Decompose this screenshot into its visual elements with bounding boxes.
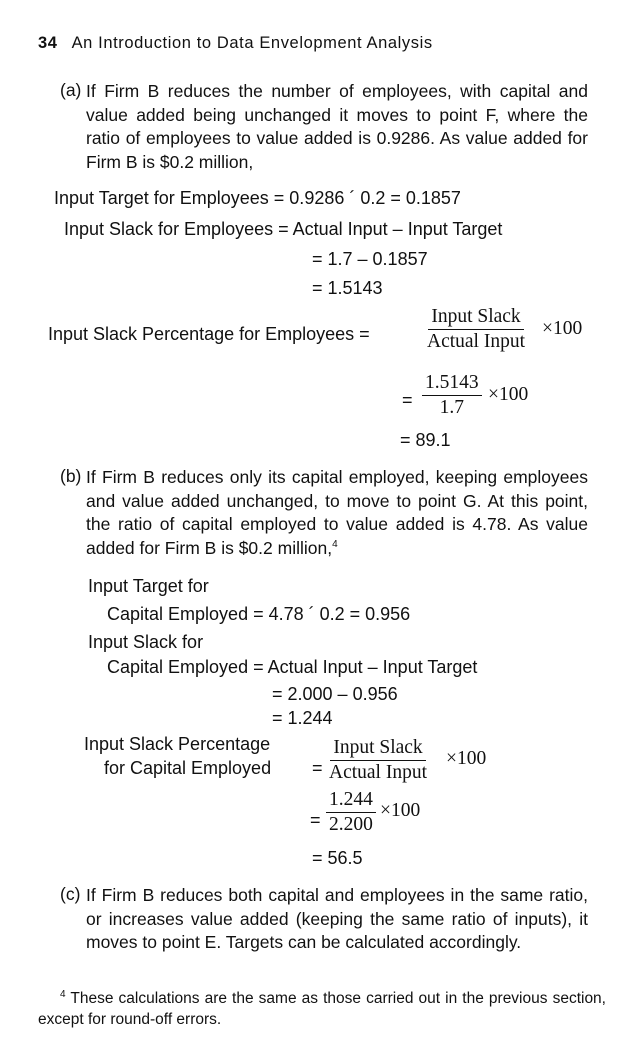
eq-slack-result: = 1.5143 bbox=[312, 278, 383, 298]
fraction-denominator: Actual Input bbox=[427, 331, 526, 352]
times-100: ×100 bbox=[488, 384, 529, 405]
fraction-values bbox=[422, 372, 482, 419]
footnote-number: 4 bbox=[60, 988, 66, 1000]
eq-sign: = bbox=[402, 390, 413, 410]
fraction-denominator: 2.200 bbox=[329, 814, 373, 835]
footnote-text: These calculations are the same as those carried out in the previous section, except for round-off errors. bbox=[38, 990, 606, 1028]
eq-slack-percentage-label: Input Slack Percentage for Employees = bbox=[48, 324, 370, 344]
fraction-values bbox=[326, 789, 376, 836]
eq-sign: = bbox=[312, 758, 323, 778]
eq-input-target-employees: Input Target for Employees = 0.9286 ´ 0.2 = 0.1857 bbox=[54, 188, 461, 208]
eq-slack-capital: Capital Employed = Actual Input – Input Target bbox=[107, 657, 478, 677]
eq-percentage-result: = 56.5 bbox=[312, 848, 363, 868]
times-100: ×100 bbox=[380, 800, 421, 821]
eq-input-slack-employees: Input Slack for Employees = Actual Input – Input Target bbox=[64, 219, 503, 239]
eq-slack-result: = 1.244 bbox=[272, 708, 333, 728]
fraction-numerator: 1.5143 bbox=[422, 372, 482, 396]
times-100: ×100 bbox=[446, 748, 487, 769]
times-100: ×100 bbox=[542, 318, 583, 339]
running-header bbox=[38, 34, 433, 53]
fraction-slack-over-actual bbox=[424, 306, 528, 353]
eq-sign-2: = bbox=[310, 810, 321, 830]
page-number: 34 bbox=[38, 34, 58, 52]
item-label-b: (b) bbox=[60, 466, 82, 486]
fraction-numerator: 1.244 bbox=[326, 789, 376, 813]
eq-slack-step: = 2.000 – 0.956 bbox=[272, 684, 398, 704]
eq-slack-label: Input Slack for bbox=[88, 632, 204, 652]
book-title: An Introduction to Data Envelopment Analysis bbox=[71, 34, 433, 52]
item-label-a: (a) bbox=[60, 80, 82, 100]
eq-target-capital: Capital Employed = 4.78 ´ 0.2 = 0.956 bbox=[107, 604, 411, 624]
footnote bbox=[38, 988, 606, 1030]
paragraph-c: If Firm B reduces both capital and employees in the same ratio, or increases value added (keeping the same ratio of inputs), it moves to point E. Targets can be calculated accordingly. bbox=[86, 885, 588, 952]
item-label-c: (c) bbox=[60, 884, 81, 904]
fraction-denominator: Actual Input bbox=[329, 762, 428, 783]
fraction-slack-over-actual bbox=[326, 737, 430, 784]
fraction-numerator: Input Slack bbox=[428, 306, 523, 330]
fraction-numerator: Input Slack bbox=[330, 737, 425, 761]
eq-percentage-result: = 89.1 bbox=[400, 430, 451, 450]
paragraph-a: If Firm B reduces the number of employees, with capital and value added being unchanged it moves to point F, where the ratio of employees to value added is 0.9286. As value added for Firm B is $0.2 million, bbox=[86, 81, 588, 172]
footnote-ref: 4 bbox=[332, 538, 338, 550]
eq-percentage-label-2: for Capital Employed bbox=[104, 758, 272, 778]
eq-percentage-label-1: Input Slack Percentage bbox=[84, 734, 271, 754]
fraction-denominator: 1.7 bbox=[439, 397, 464, 418]
eq-slack-step: = 1.7 – 0.1857 bbox=[312, 249, 428, 269]
paragraph-b bbox=[86, 466, 588, 560]
paragraph-b-text: If Firm B reduces only its capital employed, keeping employees and value added unchanged, to move to point G. At this point, the ratio of capital employed to value added is 4.78. As value added for Firm B is $0.2 million, bbox=[86, 467, 588, 558]
eq-target-label: Input Target for bbox=[88, 576, 209, 596]
